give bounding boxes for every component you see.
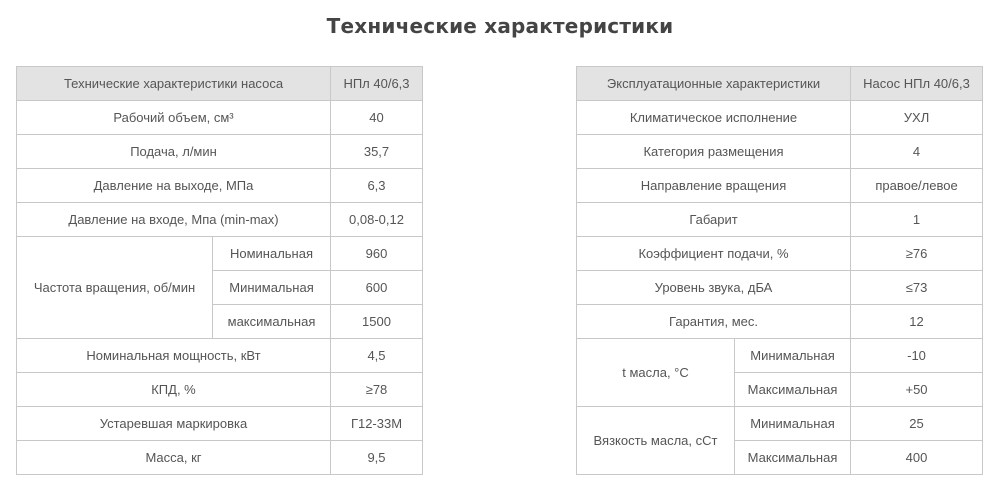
- table-row: [577, 339, 983, 373]
- row-value: +50: [851, 373, 983, 407]
- row-value: 35,7: [331, 135, 423, 169]
- table-row: [17, 373, 423, 407]
- row-value: 0,08-0,12: [331, 203, 423, 237]
- row-value: правое/левое: [851, 169, 983, 203]
- subrow-label: максимальная: [213, 305, 331, 339]
- table-row: [17, 101, 423, 135]
- table-row: [577, 101, 983, 135]
- row-value: Г12-33М: [331, 407, 423, 441]
- subrow-label: Номинальная: [213, 237, 331, 271]
- row-value: УХЛ: [851, 101, 983, 135]
- row-value: 12: [851, 305, 983, 339]
- table-row: [577, 237, 983, 271]
- row-label: КПД, %: [17, 373, 331, 407]
- header-cell-parameter: Технические характеристики насоса: [17, 67, 331, 101]
- subrow-label: Максимальная: [735, 441, 851, 475]
- row-value: 400: [851, 441, 983, 475]
- table-row: [577, 407, 983, 441]
- row-value: ≥78: [331, 373, 423, 407]
- row-label: Гарантия, мес.: [577, 305, 851, 339]
- table-header-row: [577, 67, 983, 101]
- row-label: Габарит: [577, 203, 851, 237]
- header-cell-model: Насос НПл 40/6,3: [851, 67, 983, 101]
- header-cell-model: НПл 40/6,3: [331, 67, 423, 101]
- table-row: [577, 135, 983, 169]
- table-row: [17, 407, 423, 441]
- table-row: [17, 203, 423, 237]
- subrow-label: Минимальная: [735, 339, 851, 373]
- row-label: Давление на выходе, МПа: [17, 169, 331, 203]
- header-cell-parameter: Эксплуатационные характеристики: [577, 67, 851, 101]
- page-title: Технические характеристики: [326, 14, 674, 38]
- table-row: [577, 305, 983, 339]
- row-value: 40: [331, 101, 423, 135]
- row-value: ≤73: [851, 271, 983, 305]
- row-label: Коэффициент подачи, %: [577, 237, 851, 271]
- row-value: -10: [851, 339, 983, 373]
- row-value: 960: [331, 237, 423, 271]
- row-value: 4: [851, 135, 983, 169]
- table-row: [577, 203, 983, 237]
- subrow-label: Максимальная: [735, 373, 851, 407]
- row-label: Уровень звука, дБА: [577, 271, 851, 305]
- table-row: [577, 169, 983, 203]
- row-value: 1: [851, 203, 983, 237]
- row-label: Номинальная мощность, кВт: [17, 339, 331, 373]
- group-label: Частота вращения, об/мин: [17, 237, 213, 339]
- subrow-label: Минимальная: [213, 271, 331, 305]
- table-row: [577, 271, 983, 305]
- table-header-row: [17, 67, 423, 101]
- row-value: ≥76: [851, 237, 983, 271]
- group-label: Вязкость масла, сСт: [577, 407, 735, 475]
- table-row: [17, 135, 423, 169]
- row-label: Подача, л/мин: [17, 135, 331, 169]
- row-label: Масса, кг: [17, 441, 331, 475]
- row-value: 25: [851, 407, 983, 441]
- row-label: Направление вращения: [577, 169, 851, 203]
- row-label: Давление на входе, Мпа (min-max): [17, 203, 331, 237]
- table-row: [17, 339, 423, 373]
- row-label: Рабочий объем, см³: [17, 101, 331, 135]
- row-value: 6,3: [331, 169, 423, 203]
- row-value: 9,5: [331, 441, 423, 475]
- row-value: 4,5: [331, 339, 423, 373]
- operating-specs-table: [576, 66, 983, 475]
- table-row: [17, 237, 423, 271]
- row-label: Климатическое исполнение: [577, 101, 851, 135]
- table-row: [17, 169, 423, 203]
- table-row: [17, 441, 423, 475]
- row-value: 600: [331, 271, 423, 305]
- row-value: 1500: [331, 305, 423, 339]
- row-label: Устаревшая маркировка: [17, 407, 331, 441]
- group-label: t масла, °С: [577, 339, 735, 407]
- subrow-label: Минимальная: [735, 407, 851, 441]
- pump-specs-table: [16, 66, 423, 475]
- row-label: Категория размещения: [577, 135, 851, 169]
